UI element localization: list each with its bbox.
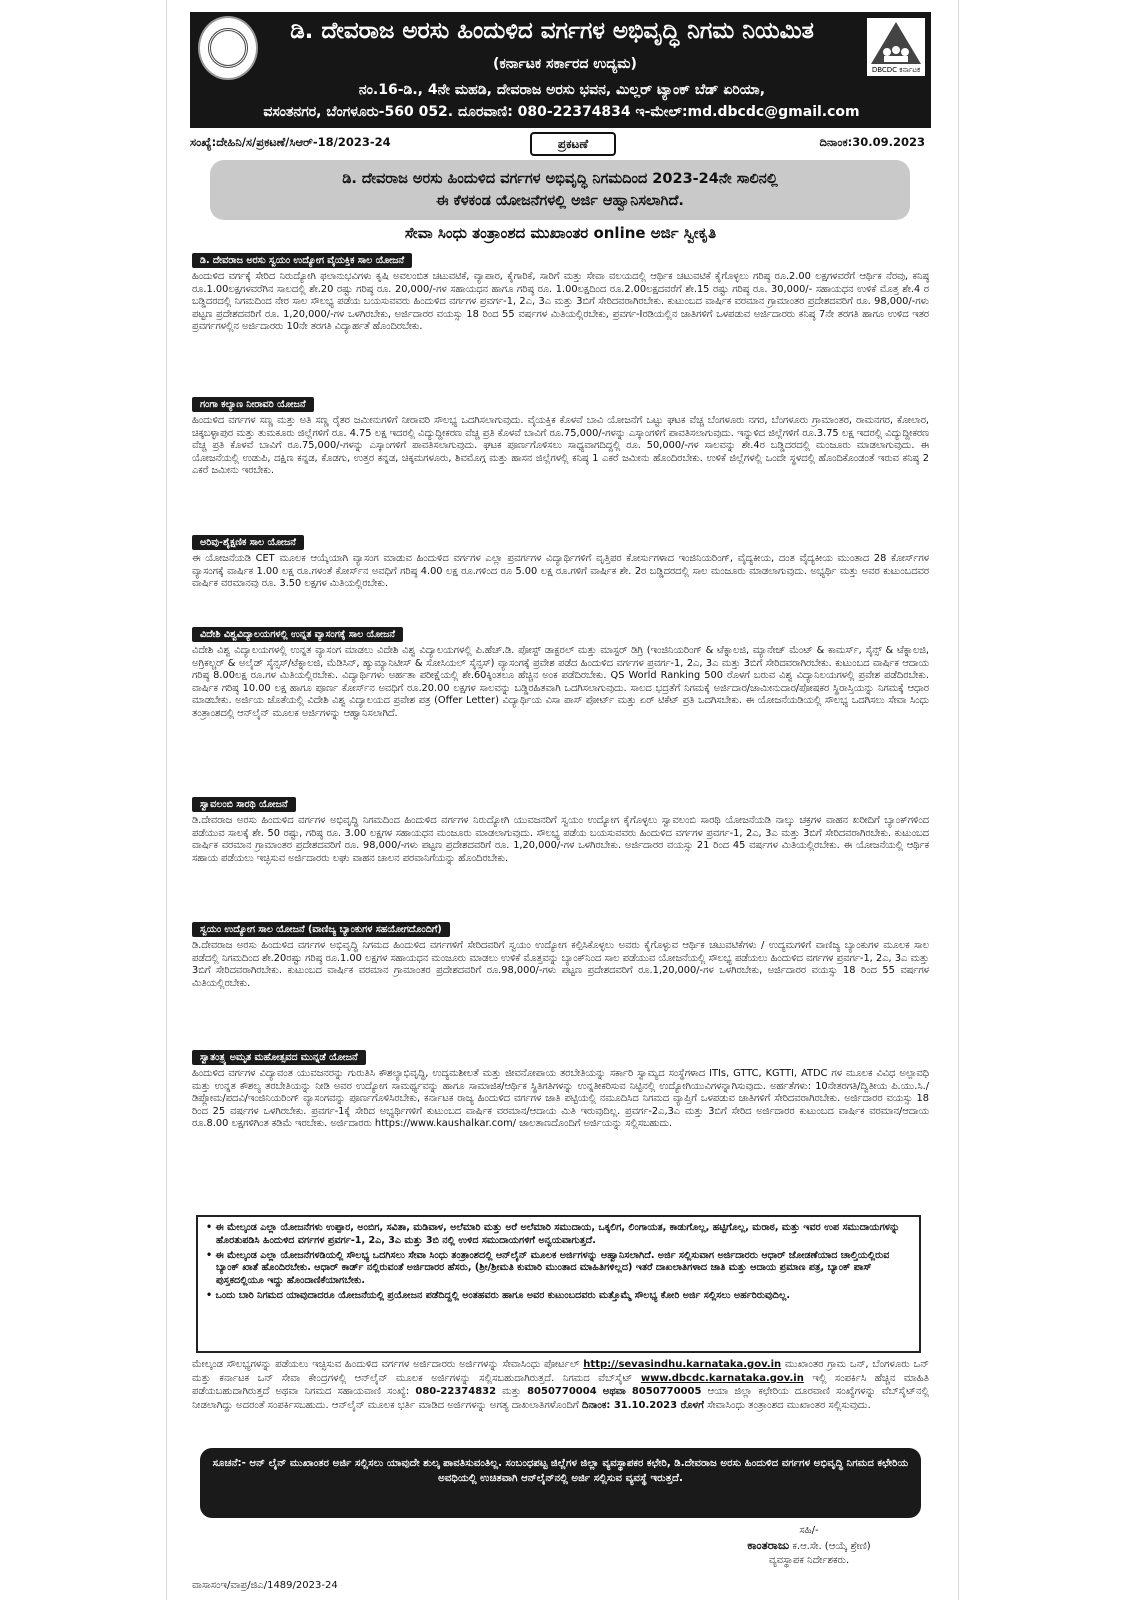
karnataka-emblem-icon (198, 16, 258, 80)
scheme-section (192, 917, 929, 990)
scheme-text: ಡಿ.ದೇವರಾಜ ಅರಸು ಹಿಂದುಳಿದ ವರ್ಗಗಳ ಅಭಿವೃದ್ಧಿ ನಿಗಮದಿಂದ ಹಿಂದುಳಿದ ವರ್ಗಗಳ ನಿರುದ್ಯೋಗಿ ಯುವಜನರಿಗೆ ಸ್ವಯಂ ಉದ್ಯೋಗ ಕೈಗೊಳ್ಳಲು ಸ್ವಾವಲಂಬಿ ಸಾರಥಿ ಯೋಜನೆಯಡಿ ನಾಲ್ಕು ಚಕ್ರಗಳ ವಾಹನ ಖರೀದಿಗೆ ಬ್ಯಾಂಕ್‌ಗಳಿಂದ ಪಡೆಯುವ ಸಾಲಕ್ಕೆ ಶೇ. 50 ರಷ್ಟು, ಗರಿಷ್ಠ ರೂ. 3.00 ಲಕ್ಷಗಳ ಸಹಾಯಧನ ಮಂಜೂರು ಮಾಡಲಾಗುವುದು. ಸೌಲಭ್ಯ ಪಡೆಯ ಬಯಸುವವರು ಹಿಂದುಳಿದ ವರ್ಗಗಳ ಪ್ರವರ್ಗ-1, 2ಎ, 3ಎ ಮತ್ತು 3ಬಿಗೆ ಸೇರಿದವರಾಗಿರಬೇಕು. ಕುಟುಂಬದ ವಾರ್ಷಿಕ ವರಮಾನ ಗ್ರಾಮಾಂತರ ಪ್ರದೇಶದವರಿಗೆ ರೂ. 98,000/-ಗಳು ಪಟ್ಟಣ ಪ್ರದೇಶದವರಿಗೆ ರೂ. 1,20,000/-ಗಳ ಒಳಗಿರಬೇಕು. ಅರ್ಜಿದಾರರ ವಯಸ್ಸು 21 ರಿಂದ 45 ವರ್ಷಗಳ ಮಿತಿಯಲ್ಲಿರಬೇಕು. ಈ ಯೋಜನೆಯಲ್ಲಿ ಆರ್ಥಿಕ ಸಹಾಯ ಪಡೆಯಲು ಇಚ್ಛಿಸುವ ಅರ್ಜಿದಾರರು ಲಘು ವಾಹನ ಚಾಲನ ಪರವಾನಿಗೆಯನ್ನು ಹೊಂದಿರಬೇಕು. (192, 815, 929, 864)
dbcdc-logo-icon (867, 18, 925, 76)
conditions-box (196, 1215, 921, 1353)
scheme-text: ಹಿಂದುಳಿದ ವರ್ಗಗಳ ವಿದ್ಯಾವಂತ ಯುವಜನರನ್ನು ಗುರುತಿಸಿ ಕೌಶಲ್ಯಾಭಿವೃದ್ಧಿ, ಉದ್ಯಮಶೀಲತೆ ಮತ್ತು ಜೀವನೋಪಾಯ ತರಬೇತಿಯನ್ನು ಸರ್ಕಾರಿ ಸ್ವಾಮ್ಯದ ಸಂಸ್ಥೆಗಳಾದ ITIs, GTTC, KGTTI, ATDC ಗಳ ಮೂಲಕ ವಿವಿಧ ಅಲ್ಪಾವಧಿ ಮತ್ತು ಉನ್ನತ ಕೌಶಲ್ಯ ತರಬೇತಿಯನ್ನು ನೀಡಿ ಅವರ ಉದ್ಯೋಗ ಸಾಮರ್ಥ್ಯವನ್ನು ಹಾಗೂ ಸಾಮಾಜಿಕ/ಆರ್ಥಿಕ ಸ್ಥಿತಿಗತಿಗಳನ್ನು ಉನ್ನತೀಕರಿಸುವ ನಿಟ್ಟಿನಲ್ಲಿ ಉದ್ಯೋಗಿಯುವಿಗಳನ್ನಾಗಿಸುವುದು. ಅರ್ಹತೆಗಳು: 10ನೇತರಗತಿ/ದ್ವಿತೀಯ ಪಿ.ಯು.ಸಿ./ಡಿಪ್ಲೋಮ/ಪದವಿ/ಇಂಜಿನಿಯರಿಂಗ್ ವ್ಯಾಸಂಗವನ್ನು ಪೂರ್ಣಗೊಳಿಸಿರಬೇಕು, ಕರ್ನಾಟಕ ರಾಜ್ಯ ಹಿಂದುಳಿದ ವರ್ಗಗಳ ಜಾತಿ ಪಟ್ಟಿಯಲ್ಲಿ ನಮೂದಿಸಿದ ನಿಗಮದ ವ್ಯಾಪ್ತಿಗೆ ಒಳಪಡುವ ಜಾತಿಗಳಿಗೆ ಸೇರಿದವರಾಗಿರಬೇಕು. ಅರ್ಜಿದಾರರ ವಯಸ್ಸು 18 ರಿಂದ 25 ವರ್ಷಗಳ ಒಳಗಿರಬೇಕು. ಪ್ರವರ್ಗ-1ಕ್ಕೆ ಸೇರಿದ ಅಭ್ಯರ್ಥಿಗಳಿಗೆ ಕುಟುಂಬದ ವಾರ್ಷಿಕ ವರಮಾನ/ಆದಾಯ ಮಿತಿ ಇರುವುದಿಲ್ಲ. ಪ್ರವರ್ಗ-2ಎ,3ಎ ಮತ್ತು 3ಬಿಗೆ ಸೇರಿದ ಅರ್ಜಿದಾರರ ಕುಟುಂಬದ ವಾರ್ಷಿಕ ವರಮಾನ/ಆದಾಯ ರೂ.8.00 ಲಕ್ಷಗಳಿಗಿಂತ ಕಡಿಮೆ ಇರಬೇಕು. ಅರ್ಜಿದಾರರು https://www.kaushalkar.com/ ಜಾಲತಾಣದೊಂದಿಗೆ ಅರ್ಜಿಯನ್ನು ಸಲ್ಲಿಸಬಹುದು. (192, 1068, 929, 1130)
dbcdc-website-link[interactable]: www.dbcdc.karnataka.gov.in (640, 1372, 804, 1384)
scheme-text: ಡಿ.ದೇವರಾಜ ಅರಸು ಹಿಂದುಳಿದ ವರ್ಗಗಳ ಅಭಿವೃದ್ಧಿ ನಿಗಮದ ಹಿಂದುಳಿದ ವರ್ಗಗಳಿಗೆ ಸೇರಿದವರಿಗೆ ಸ್ವಯಂ ಉದ್ಯೋಗ ಕಲ್ಪಿಸಿಕೊಳ್ಳಲು ಅವರು ಕೈಗೊಳ್ಳುವ ಆರ್ಥಿಕ ಚಟುವಟಿಕೆಗಳು / ಉದ್ಯಮಗಳಿಗೆ ವಾಣಿಜ್ಯ ಬ್ಯಾಂಕುಗಳ ಮೂಲಕ ಸಾಲ ಪಡೆದಲ್ಲಿ ನಿಗಮದಿಂದ ಶೇ.20ರಷ್ಟು ಗರಿಷ್ಠ ರೂ.1.00 ಲಕ್ಷಗಳ ಸಹಾಯಧನ ಮಂಜೂರು ಮಾಡಲು ಉಳಿಕೆ ಮೊತ್ತವನ್ನು ಬ್ಯಾಂಕ್‌ನಿಂದ ಸಾಲ ಪಡೆಯುವ ಯೋಜನೆಯಲ್ಲಿ ಸೌಲಭ್ಯ ಪಡೆಯಲು ಹಿಂದುಳಿದ ವರ್ಗಗಳ ಪ್ರವರ್ಗ-1, 2ಎ, 3ಎ ಮತ್ತು 3ಬಿಗೆ ಸೇರಿದವರಾಗಿರಬೇಕು. ಕುಟುಂಬದ ವಾರ್ಷಿಕ ವರಮಾನ ಗ್ರಾಮಾಂತರ ಪ್ರದೇಶದವರಿಗೆ ರೂ.98,000/-ಗಳು ಪಟ್ಟಣ ಪ್ರದೇಶದವರಿಗೆ ರೂ.1,20,000/-ಗಳ ಒಳಗಿರಬೇಕು, ಅರ್ಜಿದಾರರ ವಯಸ್ಸು 18 ರಿಂದ 55 ವರ್ಷಗಳ ಮಿತಿಯಲ್ಲಿರಬೇಕು. (192, 940, 929, 989)
reference-number: ಸಂಖ್ಯೆ:ದೇಹಿನಿ/ಸ/ಪ್ರಕಟಣೆ/ಸಿಆರ್-18/2023-24 (190, 135, 391, 149)
helpline-2: 8050770004 (527, 1386, 597, 1398)
scheme-section (192, 1045, 929, 1131)
banner-line-1: ಡಿ. ದೇವರಾಜ ಅರಸು ಹಿಂದುಳಿದ ವರ್ಗಗಳ ಅಭಿವೃದ್ಧಿ ನಿಗಮದಿಂದ 2023-24ನೇ ಸಾಲಿನಲ್ಲಿ (342, 171, 778, 187)
notice-date: ದಿನಾಂಕ:30.09.2023 (819, 135, 925, 149)
scheme-label: ಸ್ವಯಂ ಉದ್ಯೋಗ ಸಾಲ ಯೋಜನೆ (ವಾಣಿಜ್ಯ ಬ್ಯಾಂಕುಗಳ ಸಹಯೋಗದೊಂದಿಗೆ) (192, 922, 450, 937)
scheme-text: ಹಿಂದುಳಿದ ವರ್ಗಗಳ ಸಣ್ಣ ಮತ್ತು ಅತಿ ಸಣ್ಣ ರೈತರ ಜಮೀನುಗಳಿಗೆ ನೀರಾವರಿ ಸೌಲಭ್ಯ ಒದಗಿಸಲಾಗುವುದು. ವೈಯಕ್ತಿಕ ಕೊಳವೆ ಬಾವಿ ಯೋಜನೆಗೆ ಒಟ್ಟು ಘಟಕ ವೆಚ್ಚ ಬೆಂಗಳೂರು ನಗರ, ಬೆಂಗಳೂರು ಗ್ರಾಮಾಂತರ, ರಾಮನಗರ, ಕೋಲಾರ, ಚಿಕ್ಕಬಳ್ಳಾಪುರ ಮತ್ತು ತುಮಕೂರು ಜಿಲ್ಲೆಗಳಿಗೆ ರೂ. 4.75 ಲಕ್ಷ ಇದರಲ್ಲಿ ವಿದ್ಯುದ್ದೀಕರಣ ವೆಚ್ಚ ಪ್ರತಿ ಕೊಳವೆ ಬಾವಿಗೆ ರೂ.75,000/-ಗಳನ್ನು ಎಸ್ಕಾಂಗಳಿಗೆ ಪಾವತಿಸಲಾಗುವುದು. ಇನ್ನುಳಿದ ಜಿಲ್ಲೆಗಳಿಗೆ ರೂ.3.75 ಲಕ್ಷ ಇದರಲ್ಲಿ ವಿದ್ಯುದ್ದೀಕರಣ ವೆಚ್ಚ ಪ್ರತಿ ಕೊಳವೆ ಬಾವಿಗೆ ರೂ.75,000/-ಗಳನ್ನು ಎಸ್ಕಾಂಗಳಿಗೆ ಪಾವತಿಸಲಾಗುವುದು. ಘಟಕ ಪೂರ್ಣಗೊಳಿಸಲು ಸಾಧ್ಯವಾಗದಿದ್ದಲ್ಲಿ ರೂ. 50,000/-ಗಳ ಸಾಲವನ್ನು ಶೇ.4ರ ಬಡ್ಡಿದರದಲ್ಲಿ ಮಂಜೂರು ಮಾಡಲಾಗುವುದು. ಈ ಯೋಜನೆಯಲ್ಲಿ ಉಡುಪಿ, ದಕ್ಷಿಣ ಕನ್ನಡ, ಕೊಡಗು, ಉತ್ತರ ಕನ್ನಡ, ಚಿಕ್ಕಮಗಳೂರು, ಶಿವಮೊಗ್ಗ ಮತ್ತು ಹಾಸನ ಜಿಲ್ಲೆಗಳಲ್ಲಿ ಕನಿಷ್ಠ 1 ಎಕರೆ ಜಮೀನು ಹೊಂದಿರಬೇಕು. ಉಳಿಕೆ ಜಿಲ್ಲೆಗಳಲ್ಲಿ ಒಂದೇ ಸ್ಥಳದಲ್ಲಿ ಹೊಂದಿಕೊಂಡಂತೆ ಇರುವ ಕನಿಷ್ಠ 2 ಎಕರೆ ಜಮೀನು ಇರಬೇಕು. (192, 415, 929, 477)
reference-row (190, 132, 931, 154)
sevasindhu-link[interactable]: http://sevasindhu.karnataka.gov.in (583, 1359, 782, 1370)
scheme-text: ಹಿಂದುಳಿದ ವರ್ಗಕ್ಕೆ ಸೇರಿದ ನಿರುದ್ಯೋಗಿ ಫಲಾನುಭವಿಗಳು ಕೃಷಿ ಅವಲಂಬಿತ ಚಟುವಟಿಕೆ, ವ್ಯಾಪಾರ, ಕೈಗಾರಿಕೆ, ಸಾರಿಗೆ ಮತ್ತು ಸೇವಾ ವಲಯದಲ್ಲಿ ಆರ್ಥಿಕ ಚಟುವಟಿಕೆ ಕೈಗೊಳ್ಳಲು ಗರಿಷ್ಠ ರೂ.2.00 ಲಕ್ಷಗಳವರೆಗೆ ಆರ್ಥಿಕ ನೆರವು, ಕನಿಷ್ಠ ರೂ.1.00ಲಕ್ಷಗಳವರೆಗಿನ ಸಾಲದಲ್ಲಿ ಶೇ.20 ರಷ್ಟು ಗರಿಷ್ಠ ರೂ. 20,000/-ಗಳ ಸಹಾಯಧನ ಹಾಗೂ ಗರಿಷ್ಠ ರೂ. 1.00ಲಕ್ಷದಿಂದ ರೂ.2.00ಲಕ್ಷದವರೆಗೆ ಶೇ.15 ರಷ್ಟು ಗರಿಷ್ಠ ರೂ. 30,000/- ಸಹಾಯಧನ ಉಳಿಕೆ ಮೊತ್ತ ಶೇ.4 ರ ಬಡ್ಡಿದರದಲ್ಲಿ ನಿಗಮದಿಂದ ನೇರ ಸಾಲ ಸೌಲಭ್ಯ ಪಡೆಯ ಬಯಸುವವರು ಹಿಂದುಳಿದ ವರ್ಗಗಳ ಪ್ರವರ್ಗ-1, 2ಎ, 3ಎ ಮತ್ತು 3ಬಿಗೆ ಸೇರಿದವರಾಗಿರಬೇಕು. ಕುಟುಂಬದ ವಾರ್ಷಿಕ ವರಮಾನ ಗ್ರಾಮಾಂತರ ಪ್ರದೇಶದವರಿಗೆ ರೂ. 98,000/-ಗಳು ಪಟ್ಟಣ ಪ್ರದೇಶದವರಿಗೆ ರೂ. 1,20,000/-ಗಳ ಒಳಗಿರಬೇಕು, ಅರ್ಜಿದಾರರ ವಯಸ್ಸು 18 ರಿಂದ 55 ವರ್ಷಗಳ ಮಿತಿಯಲ್ಲಿರಬೇಕು, ಪ್ರವರ್ಗ-Iರಡಿಯಲ್ಲಿನ ಜಾತಿಗಳಿಗೆ ಒಳಪಡುವ ಅರ್ಜಿದಾರರು ಕನಿಷ್ಠ 7ನೇ ತರಗತಿ ಹಾಗೂ ಉಳಿದ ಇತರ ಪ್ರವರ್ಗಗಳಲ್ಲಿನ ಅರ್ಜಿದಾರರು 10ನೇ ತರಗತಿ ವಿದ್ಯಾರ್ಹತೆ ಹೊಂದಿರಬೇಕು. (192, 271, 929, 333)
signatory-name: ಕಾಂತರಾಜು (747, 1538, 790, 1552)
signature-block (699, 1524, 919, 1568)
scheme-section (192, 792, 929, 865)
signed-mark: ಸಹಿ/- (799, 1525, 819, 1536)
announcement-banner (210, 160, 910, 220)
condition-item: • ಈ ಮೇಲ್ಕಂಡ ಎಲ್ಲಾ ಯೋಜನೆಗಳಡಿಯಲ್ಲಿ ಸೌಲಭ್ಯ ಒದಗಿಸಲು ಸೇವಾ ಸಿಂಧು ತಂತ್ರಾಂಶದಲ್ಲಿ ಆನ್‌ಲೈನ್ ಮೂಲಕ ಅರ್ಜಿಗಳನ್ನು ಆಹ್ವಾನಿಸಲಾಗಿದೆ. ಅರ್ಜಿ ಸಲ್ಲಿಸುವಾಗ ಅರ್ಜಿದಾರರು ಆಧಾರ್ ಜೋಡಣೆಯಾದ ಚಾಲ್ತಿಯಲ್ಲಿರುವ ಬ್ಯಾಂಕ್ ಖಾತೆ ಹೊಂದಿರಬೇಕು. ಆಧಾರ್ ಕಾರ್ಡ್ ನಲ್ಲಿರುವಂತೆ ಅರ್ಜಿದಾರರ ಹೆಸರು, (ಶ್ರೀ/ಶ್ರೀಮತಿ ಕುಮಾರಿ ಮುಂತಾದ ಮಾಹಿತಿಗಳಿಲ್ಲದ) ಇತರೆ ದಾಖಲಾತಿಗಳಾದ ಜಾತಿ ಮತ್ತು ಆದಾಯ ಪ್ರಮಾಣ ಪತ್ರ, ಬ್ಯಾಂಕ್ ಪಾಸ್ ಪುಸ್ತಕದಲ್ಲಿಯೂ ಇದ್ದು ಹೊಂದಾಣಿಕೆಯಾಗಬೇಕು. (206, 1249, 890, 1287)
scheme-label: ಸ್ವಾತಂತ್ರ್ಯ ಅಮೃತ ಮಹೋತ್ಸವದ ಮುನ್ನಡೆ ಯೋಜನೆ (192, 1050, 366, 1065)
header-bar (190, 12, 931, 128)
deadline: ದಿನಾಂಕ: 31.10.2023 ರೊಳಗೆ (581, 1399, 704, 1411)
caution-note: ಸೂಚನೆ:- ಆನ್ ಲೈನ್ ಮುಖಾಂತರ ಅರ್ಜಿ ಸಲ್ಲಿಸಲು ಯಾವುದೇ ಶುಲ್ಕ ಪಾವತಿಸುವಂತಿಲ್ಲ. ಸಂಬಂಧಪಟ್ಟ ಜಿಲ್ಲೆಗಳ ಜಿಲ್ಲಾ ವ್ಯವಸ್ಥಾಪಕರ ಕಛೇರಿ, ಡಿ.ದೇವರಾಜ ಅರಸು ಹಿಂದುಳಿದ ವರ್ಗಗಳ ಅಭಿವೃದ್ಧಿ ನಿಗಮದ ಕಛೇರಿಯ ಅವಧಿಯಲ್ಲಿ ಉಚಿತವಾಗಿ ಆನ್‌ಲೈನ್‌ನಲ್ಲಿ ಅರ್ಜಿ ಸಲ್ಲಿಸುವ ವ್ಯವಸ್ಥೆ ಇರುತ್ತದೆ. (200, 1448, 921, 1518)
signatory-qualifier: ಕ.ಆ.ಸೇ. (ಆಯ್ಕೆ ಶ್ರೇಣಿ) (792, 1541, 871, 1552)
helpline-1: 080-22374832 (415, 1386, 497, 1398)
scheme-label: ಡಿ. ದೇವರಾಜ ಅರಸು ಸ್ವಯಂ ಉದ್ಯೋಗ ವೈಯಕ್ತಿಕ ಸಾಲ ಯೋಜನೆ (192, 253, 412, 268)
condition-item: • ಈ ಮೇಲ್ಕಂಡ ಎಲ್ಲಾ ಯೋಜನೆಗಳು ಉಪ್ಪಾರ, ಅಂಬಿಗ, ಸವಿತಾ, ಮಡಿವಾಳ, ಅಲೆಮಾರಿ ಮತ್ತು ಅರೆ ಅಲೆಮಾರಿ ಸಮುದಾಯ, ಒಕ್ಕಲಿಗ, ಲಿಂಗಾಯತ, ಕಾಡುಗೊಲ್ಲ, ಹಟ್ಟಿಗೊಲ್ಲ, ಮರಾಠ, ಮತ್ತು ಇವರ ಉಪ ಸಮುದಾಯಗಳನ್ನು ಹೊರತುಪಡಿಸಿ ಹಿಂದುಳಿದ ವರ್ಗಗಳ ಪ್ರವರ್ಗ-1, 2ಎ, 3ಎ ಮತ್ತು 3ಬಿ ನಲ್ಲಿ ಉಳಿದ ಸಮುದಾಯಗಳಿಗೆ ಅನ್ವಯವಾಗುತ್ತದೆ. (206, 1222, 900, 1246)
scheme-text: ವಿದೇಶಿ ವಿಶ್ವ ವಿದ್ಯಾಲಯಗಳಲ್ಲಿ ಉನ್ನತ ವ್ಯಾಸಂಗ ಮಾಡಲು ವಿದೇಶಿ ವಿಶ್ವ ವಿದ್ಯಾಲಯಗಳಲ್ಲಿ ಪಿ.ಹೆಚ್.ಡಿ. ಪೋಸ್ಟ್ ಡಾಕ್ಟರಲ್ ಮತ್ತು ಮಾಸ್ಟರ್ ಡಿಗ್ರಿ (ಇಂಜಿನಿಯರಿಂಗ್ & ಟೆಕ್ನಾಲಜಿ, ಮ್ಯಾನೇಜ್ ಮೆಂಟ್ & ಕಾಮರ್ಸ್, ಸೈನ್ಸ್ & ಟೆಕ್ನಾಲಜಿ, ಅಗ್ರಿಕಲ್ಚರ್ & ಅಲೈಡ್ ಸೈನ್ಸಸ್/ಟೆಕ್ನಾಲಜಿ, ಮೆಡಿಸಿನ್, ಹ್ಯುಮ್ಯಾನಿಟೀಸ್ & ಸೋಸಿಯಲ್ ಸೈನ್ಸಸ್) ವ್ಯಾಸಂಗಕ್ಕೆ ಪ್ರವೇಶ ಪಡೆದ ಹಿಂದುಳಿದ ವರ್ಗಗಳ ಪ್ರವರ್ಗ-1, 2ಎ, 3ಎ ಮತ್ತು 3ಬಿಗೆ ಸೇರಿದವರಾಗಿರಬೇಕು. ಕುಟುಂಬದ ವಾರ್ಷಿಕ ಆದಾಯ ಗರಿಷ್ಠ 8.00ಲಕ್ಷ ರೂ.ಗಳ ಮಿತಿಯಲ್ಲಿರಬೇಕು. ವಿದ್ಯಾರ್ಥಿಗಳು ಅರ್ಹತಾ ಪರೀಕ್ಷೆಯಲ್ಲಿ ಶೇ.60ಕ್ಕಿಂತಲೂ ಹೆಚ್ಚಿನ ಅಂಕ ಪಡೆದಿರಬೇಕು. QS World Ranking 500 ರೊಳಗೆ ಬರುವ ವಿಶ್ವ ವಿದ್ಯಾನಿಲಯಗಳಲ್ಲಿ ಪ್ರವೇಶ ಪಡೆದಿರಬೇಕು. ವಾರ್ಷಿಕ ಗರಿಷ್ಠ 10.00 ಲಕ್ಷ ಹಾಗೂ ಪೂರ್ಣ ಕೋರ್ಸ್‌ನ ಅವಧಿಗೆ ರೂ.20.00 ಲಕ್ಷಗಳ ಸಾಲವನ್ನು ಬಡ್ಡಿರಹಿತವಾಗಿ ಒದಗಿಸಲಾಗುವುದು. ಸಾಲದ ಭದ್ರತೆಗೆ ನಿಗಮಕ್ಕೆ ಅರ್ಜಿದಾರ/ಜಾಮೀನುದಾರ/ಪೋಷಕರ ಸ್ಥಿರಾಸ್ತಿಯನ್ನು ನಿಗಮಕ್ಕೆ ಆಧಾರ ಮಾಡಬೇಕು. ಅರ್ಜಿಯ ಜೊತೆಯಲ್ಲಿ ವಿದೇಶಿ ವಿಶ್ವ ವಿದ್ಯಾಲಯದ ಪ್ರವೇಶ ಪತ್ರ (Offer Letter) ವಿದ್ಯಾರ್ಥಿಯ ವಿಸಾ ಪಾಸ್ ಪೋರ್ಟ್ ಮತ್ತು ಏರ್ ಟಿಕೆಟ್ ಪ್ರತಿ ಒದಗಿಸಬೇಕು. ಈ ಯೋಜನೆಯಡಿಯಲ್ಲಿ ಸೌಲಭ್ಯ ಒದಗಿಸಲು ಸೇವಾ ಸಿಂಧು ತಂತ್ರಾಂಶದಲ್ಲಿ ಆನ್‌ಲೈನ್ ಮೂಲಕ ಅರ್ಜಿಗಳನ್ನು ಆಹ್ವಾನಿಸಲಾಗಿದೆ. (192, 645, 929, 719)
address-line-2: ವಸಂತನಗರ, ಬೆಂಗಳೂರು-560 052. ದೂರವಾಣಿ: 080-22374834 ಇ-ಮೇಲ್:md.dbcdc@gmail.com (263, 104, 860, 120)
signatory-designation: ವ್ಯವಸ್ಥಾಪಕ ನಿರ್ದೇಶಕರು. (768, 1555, 850, 1566)
banner-line-2: ಈ ಕೆಳಕಂಡ ಯೋಜನೆಗಳಲ್ಲಿ ಅರ್ಜಿ ಆಹ್ವಾನಿಸಲಾಗಿದೆ. (436, 193, 684, 209)
logo-text: DBCDC ಕರ್ನಾಟಕ (871, 66, 921, 74)
how-to-apply-paragraph: ಮೇಲ್ಕಂಡ ಸೌಲಭ್ಯಗಳನ್ನು ಪಡೆಯಲು ಇಚ್ಛಿಸುವ ಹಿಂದುಳಿದ ವರ್ಗಗಳ ಅರ್ಜಿದಾರರು ಅರ್ಜಿಗಳನ್ನು ಸೇವಾಸಿಂಧು ಪೋರ್ಟಲ್ http://sevasindhu.karnataka.gov.in ಮುಖಾಂತರ ಗ್ರಾಮ ಒನ್, ಬೆಂಗಳೂರು ಒನ್ ಮತ್ತು ಕರ್ನಾಟಕ ಒನ್ ಸೇವಾ ಕೇಂದ್ರಗಳಲ್ಲಿ ಆನ್‌ಲೈನ್ ಮೂಲಕ ಅರ್ಜಿಗಳನ್ನು ಸಲ್ಲಿಸಬಹುದಾಗಿರುತ್ತದೆ. ನಿಗಮದ ವೆಬ್‌ಸೈಟ್ www.dbcdc.karnataka.gov.in ಇಲ್ಲಿ ಸಂಪರ್ಕಿಸಿ ಹೆಚ್ಚಿನ ಮಾಹಿತಿ ಪಡೆಯಬಹುದಾಗಿರುತ್ತದೆ ಅಥವಾ ನಿಗಮದ ಸಹಾಯವಾಣಿ ಸಂಖ್ಯೆ: 080-22374832 ಮತ್ತು 8050770004 ಅಥವಾ 8050770005 ಆಯಾ ಜಿಲ್ಲಾ ಕಛೇರಿಯ ದೂರವಾಣಿ ಸಂಖ್ಯೆಗಳನ್ನು ವೆಬ್‌ಸೈಟ್‌ನಲ್ಲಿ ನೀಡಲಾಗಿದ್ದು ಅದರಂತೆ ಸಂಪರ್ಕಿಸಬಹುದು. ಆನ್‌ಲೈನ್ ಮೂಲಕ ಭರ್ತಿ ಮಾಡಿದ ಅರ್ಜಿಗಳನ್ನು ಅಗತ್ಯ ದಾಖಲಾತಿಗಳೊಂದಿಗೆ ದಿನಾಂಕ: 31.10.2023 ರೊಳಗೆ ಸೇವಾಸಿಂಧು ತಂತ್ರಾಂಶದ ಮುಖಾಂತರ ಸಲ್ಲಿಸುವುದು. (192, 1359, 929, 1411)
scheme-section (192, 530, 929, 591)
footer-reference: ವಾಸಾಸಂಇ/ವಾಪ್ರ/ಜಿಎ/1489/2023-24 (192, 1580, 338, 1591)
condition-item: • ಒಂದು ಬಾರಿ ನಿಗಮದ ಯಾವುದಾದರೂ ಯೋಜನೆಯಲ್ಲಿ ಪ್ರಯೋಜನ ಪಡೆದಿದ್ದಲ್ಲಿ ಅಂತಹವರು ಹಾಗೂ ಅವರ ಕುಟುಂಬದವರು ಮತ್ತೊಮ್ಮೆ ಸೌಲಭ್ಯ ಕೋರಿ ಅರ್ಜಿ ಸಲ್ಲಿಸಲು ಅರ್ಹರಿರುವುದಿಲ್ಲ. (206, 1289, 791, 1301)
gov-enterprise-line: (ಕರ್ನಾಟಕ ಸರ್ಕಾರದ ಉದ್ಯಮ) (493, 56, 637, 72)
address-line-1: ನಂ.16-ಡಿ., 4ನೇ ಮಹಡಿ, ದೇವರಾಜ ಅರಸು ಭವನ, ಮಿಲ್ಲರ್ ಟ್ಯಾಂಕ್ ಬೆಡ್ ಏರಿಯಾ, (358, 82, 766, 98)
scheme-label: ಅರಿವು-ಶೈಕ್ಷಣಿಕ ಸಾಲ ಯೋಜನೆ (192, 535, 304, 550)
online-application-heading: ಸೇವಾ ಸಿಂಧು ತಂತ್ರಾಂಶದ ಮುಖಾಂತರ online ಅರ್ಜಿ ಸ್ವೀಕೃತಿ (404, 224, 717, 242)
scheme-section (192, 392, 929, 478)
scheme-section (192, 248, 929, 334)
scheme-label: ವಿದೇಶಿ ವಿಶ್ವವಿದ್ಯಾಲಯಗಳಲ್ಲಿ ಉನ್ನತ ವ್ಯಾಸಂಗಕ್ಕೆ ಸಾಲ ಯೋಜನೆ (192, 627, 403, 642)
notice-label: ಪ್ರಕಟಣೆ (530, 132, 616, 156)
notice-sheet (188, 12, 933, 1592)
scheme-text: ಈ ಯೋಜನೆಯಡಿ CET ಮೂಲಕ ಆಯ್ಕೆಯಾಗಿ ವ್ಯಾಸಂಗ ಮಾಡುವ ಹಿಂದುಳಿದ ವರ್ಗಗಳ ಎಲ್ಲಾ ಪ್ರವರ್ಗಗಳ ವಿದ್ಯಾರ್ಥಿಗಳಿಗೆ ವೃತ್ತಿಪರ ಕೋರ್ಸುಗಳಾದ ಇಂಜಿನಿಯರಿಂಗ್, ವೈದ್ಯಕೀಯ, ದಂತ ವೈದ್ಯಕೀಯ ಮುಂತಾದ 28 ಕೋರ್ಸ್‌ಗಳ ವ್ಯಾಸಂಗಕ್ಕೆ ವಾರ್ಷಿಕ 1.00 ಲಕ್ಷ ರೂ.ಗಳಂತೆ ಕೋರ್ಸ್‌ನ ಅವಧಿಗೆ ಗರಿಷ್ಠ 4.00 ಲಕ್ಷ ರೂ.ಗಳಿಂದ ರೂ 5.00 ಲಕ್ಷ ರೂ.ಗಳಿಗೆ ವಾರ್ಷಿಕ ಶೇ. 2ರ ಬಡ್ಡಿದರದಲ್ಲಿ ಸಾಲ ಮಂಜೂರು ಮಾಡಲಾಗುವುದು. ಅಭ್ಯರ್ಥಿ ಮತ್ತು ಅವರ ಕುಟುಂಬದವರ ವಾರ್ಷಿಕ ವರಮಾನವು ರೂ. 3.50 ಲಕ್ಷಗಳ ಮಿತಿಯಲ್ಲಿರಬೇಕು. (192, 553, 929, 590)
scheme-label: ಸ್ವಾವಲಂಬಿ ಸಾರಥಿ ಯೋಜನೆ (192, 797, 296, 812)
helpline-3: 8050770005 (631, 1386, 702, 1398)
scheme-section (192, 622, 929, 721)
org-title: ಡಿ. ದೇವರಾಜ ಅರಸು ಹಿಂದುಳಿದ ವರ್ಗಗಳ ಅಭಿವೃದ್ಧಿ ನಿಗಮ ನಿಯಮಿತ (290, 18, 814, 44)
scheme-label: ಗಂಗಾ ಕಲ್ಯಾಣ ನೀರಾವರಿ ಯೋಜನೆ (192, 397, 314, 412)
